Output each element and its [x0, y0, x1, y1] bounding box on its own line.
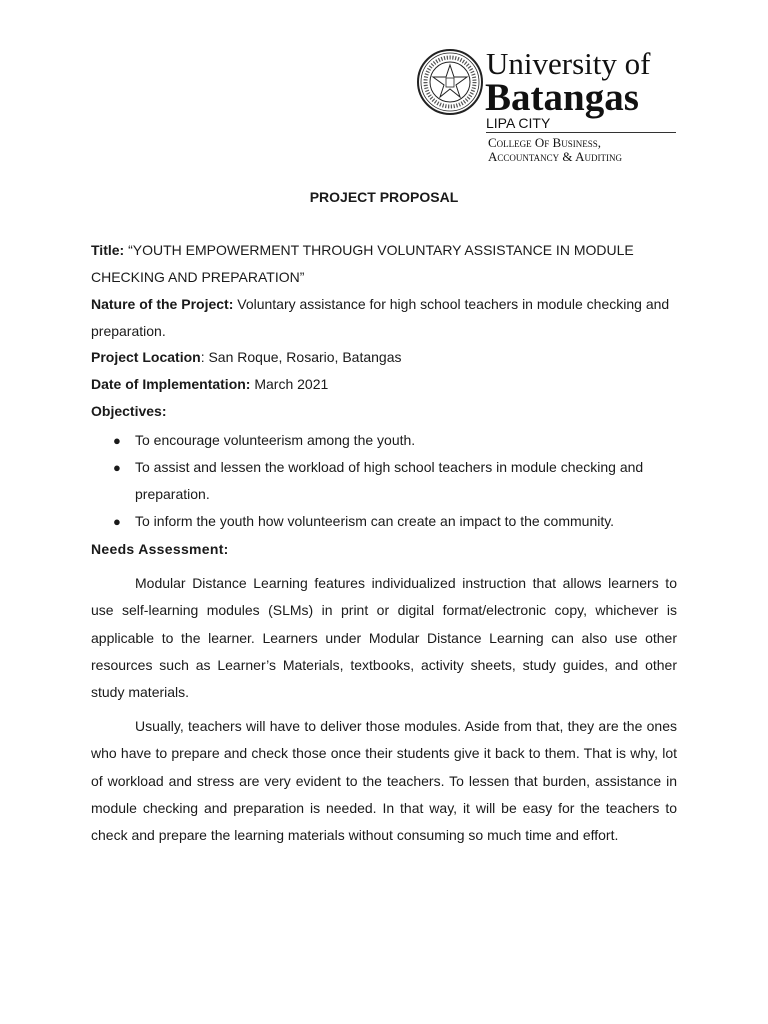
nature-label: Nature of the Project: [91, 296, 234, 312]
title-label: Title: [91, 242, 125, 258]
header-divider [486, 132, 676, 133]
paragraph: Modular Distance Learning features individualized instruction that allows learners to use self-learning modules (SLMs) in print or digital format/electronic copy, whichever is applicable to the learner. Learners under Modular Distance Learning can also use other resources such as Learner’s Materials, textbooks, activity sheets, study guides, and other study materials. [91, 575, 677, 701]
list-item: ● To assist and lessen the workload of high school teachers in module checking and preparation. [91, 454, 681, 508]
document-heading: PROJECT PROPOSAL [309, 189, 459, 205]
bullet-icon: ● [113, 460, 121, 475]
bullet-icon: ● [113, 514, 121, 529]
location-value: : San Roque, Rosario, Batangas [200, 349, 402, 365]
objectives-heading [91, 398, 681, 425]
objectives-label: Objectives: [91, 403, 167, 419]
location-field [91, 344, 681, 371]
location-label: Project Location [91, 349, 201, 365]
list-item: ● To inform the youth how volunteerism can create an impact to the community. [91, 508, 681, 535]
college-name-line1: College Of Business, [488, 135, 601, 150]
nature-field [91, 291, 681, 344]
university-seal-icon [416, 48, 484, 116]
needs-heading [91, 536, 681, 563]
college-name-line2: Accountancy & Auditing [488, 149, 622, 164]
bullet-icon: ● [113, 433, 121, 448]
date-value: March 2021 [250, 376, 329, 392]
objectives-list [91, 427, 681, 535]
city-label: LIPA CITY [486, 115, 551, 131]
date-field [91, 371, 681, 398]
date-label: Date of Implementation: [91, 376, 251, 392]
title-value: “YOUTH EMPOWERMENT THROUGH VOLUNTARY ASSISTANCE IN MODULE CHECKING AND PREPARATION” [91, 242, 634, 285]
needs-label: Needs Assessment: [91, 541, 229, 557]
nature-value: Voluntary assistance for high school teachers in module checking and preparation. [91, 296, 670, 339]
title-field [91, 237, 681, 290]
paragraph: Usually, teachers will have to deliver those modules. Aside from that, they are the ones who have to prepare and check those once their students give it back to them. That is why, lot of workload and stress are very evident to the teachers. To lessen that burden, assistance in module checking and preparation is needed. In that way, it will be easy for the teachers to check and prepare the learning materials without consuming so much time and effort. [91, 718, 677, 844]
university-name-line1: University of [486, 46, 651, 81]
list-item: ● To encourage volunteerism among the youth. [91, 427, 681, 454]
letterhead [416, 46, 678, 166]
university-name-line2: Batangas [485, 76, 639, 119]
